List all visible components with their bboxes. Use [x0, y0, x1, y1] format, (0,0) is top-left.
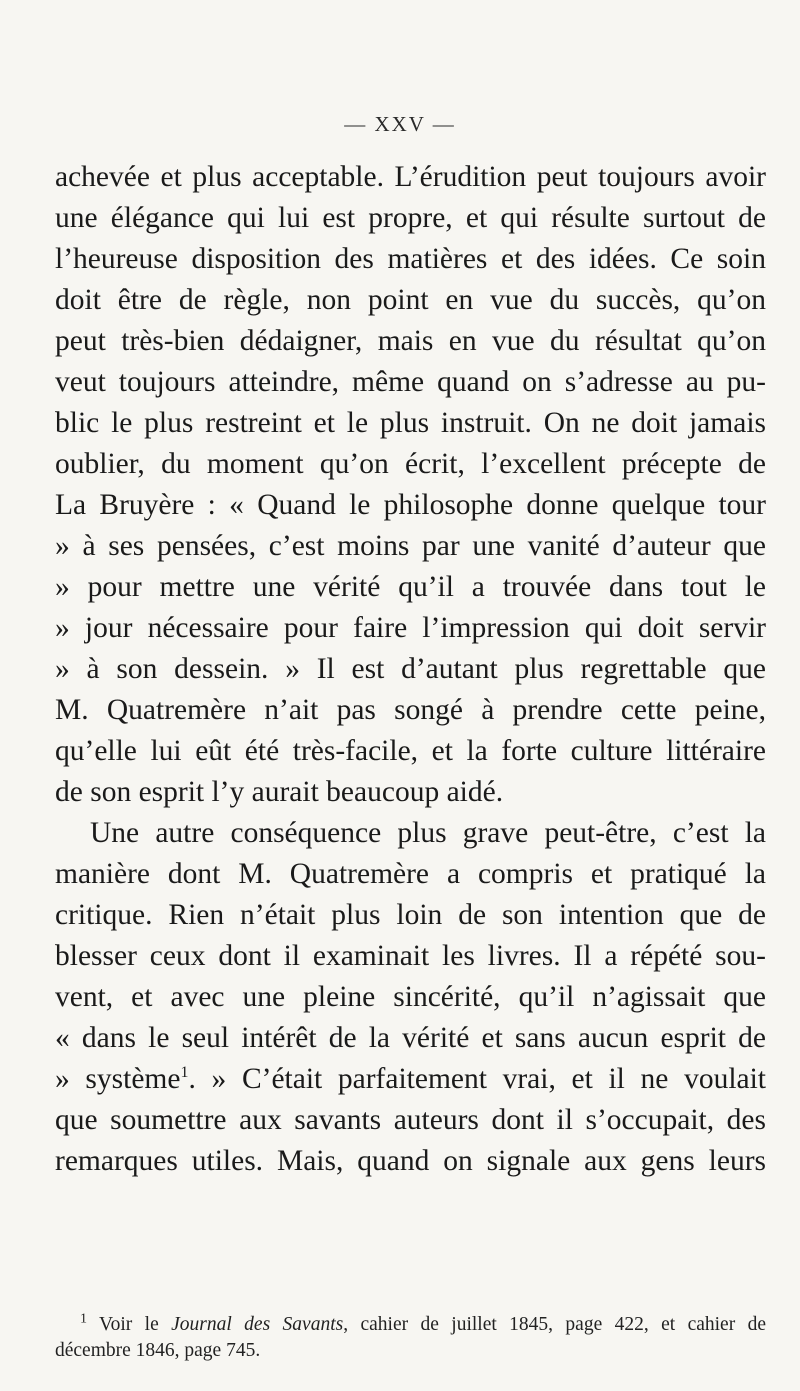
text-line: » à son dessein. » Il est d’autant plus regrettable que: [55, 653, 766, 685]
running-head: — XXV —: [344, 112, 456, 136]
text-line: [55, 1059, 766, 1099]
text-line: « dans le seul intérêt de la vérité et sans aucun esprit de: [55, 1022, 766, 1054]
footnote-number: 1: [80, 1313, 87, 1327]
line-segment: . » C’était parfaitement vrai, et il ne voulait: [188, 1063, 766, 1095]
text-line: Une autre conséquence plus grave peut-être, c’est la: [90, 817, 766, 849]
text-line: La Bruyère : « Quand le philosophe donne quelque tour: [55, 489, 766, 521]
text-line: vent, et avec une pleine sincérité, qu’il n’agissait que: [55, 981, 766, 1013]
footnote-lead: Voir le: [99, 1314, 172, 1335]
text-line: achevée et plus acceptable. L’érudition peut toujours avoir: [55, 161, 766, 193]
text-line: » pour mettre une vérité qu’il a trouvée dans tout le: [55, 571, 766, 603]
text-line: » jour nécessaire pour faire l’impression qui doit servir: [55, 612, 766, 644]
text-line: qu’elle lui eût été très-facile, et la forte culture littéraire: [55, 735, 766, 767]
text-line: remarques utiles. Mais, quand on signale aux gens leurs: [55, 1145, 766, 1177]
footnote-line: décembre 1846, page 745.: [55, 1340, 261, 1361]
text-line: M. Quatremère n’ait pas songé à prendre cette peine,: [55, 694, 766, 726]
text-line: une élégance qui lui est propre, et qui résulte surtout de: [55, 202, 766, 234]
text-line: blic le plus restreint et le plus instruit. On ne doit jamais: [55, 407, 766, 439]
text-line: blesser ceux dont il examinait les livres. Il a répété sou-: [55, 940, 766, 972]
text-line: veut toujours atteindre, même quand on s’adresse au pu-: [55, 366, 766, 398]
journal-title: Journal des Savants: [171, 1314, 344, 1335]
text-line: » à ses pensées, c’est moins par une vanité d’auteur que: [55, 530, 766, 562]
text-line: l’heureuse disposition des matières et des idées. Ce soin: [55, 243, 766, 275]
text-line: doit être de règle, non point en vue du succès, qu’on: [55, 284, 766, 316]
text-line: manière dont M. Quatremère a compris et pratiqué la: [55, 858, 766, 890]
footnote-rest: , cahier de juillet 1845, page 422, et cahier de: [343, 1314, 766, 1335]
text-line: que soumettre aux savants auteurs dont il s’occupait, des: [55, 1104, 766, 1136]
footnote-line: [80, 1313, 766, 1337]
text-line: oublier, du moment qu’on écrit, l’excellent précepte de: [55, 448, 766, 480]
text-line: de son esprit l’y aurait beaucoup aidé.: [55, 776, 504, 808]
text-line: critique. Rien n’était plus loin de son intention que de: [55, 899, 766, 931]
footnote-reference[interactable]: 1: [180, 1064, 189, 1082]
line-segment: » système: [55, 1063, 181, 1095]
text-line: peut très-bien dédaigner, mais en vue du résultat qu’on: [55, 325, 766, 357]
